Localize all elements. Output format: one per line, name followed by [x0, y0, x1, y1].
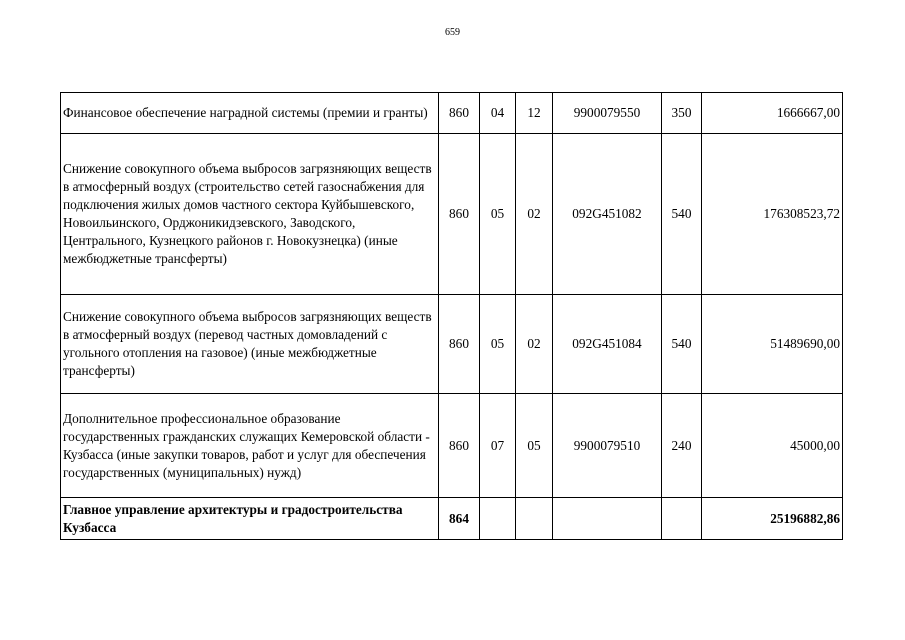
table-row — [61, 295, 843, 394]
amount: 45000,00 — [702, 394, 843, 498]
expense-type-code: 540 — [662, 134, 702, 295]
amount: 176308523,72 — [702, 134, 843, 295]
target-code: 9900079510 — [553, 394, 662, 498]
budget-table — [60, 92, 843, 540]
ministry-code: 860 — [439, 134, 480, 295]
ministry-code: 860 — [439, 295, 480, 394]
ministry-code: 864 — [439, 498, 480, 540]
subsection-code: 02 — [516, 134, 553, 295]
amount: 25196882,86 — [702, 498, 843, 540]
ministry-code: 860 — [439, 93, 480, 134]
table-row — [61, 394, 843, 498]
expense-type-code: 350 — [662, 93, 702, 134]
subsection-code: 05 — [516, 394, 553, 498]
target-code: 092G451084 — [553, 295, 662, 394]
section-code: 05 — [480, 295, 516, 394]
row-name: Дополнительное профессиональное образование государственных гражданских служащих Кемеровской области - Кузбасса (иные закупки товаров, работ и услуг для обеспечения государственных (муниципальных) нужд) — [61, 394, 439, 498]
table-row — [61, 498, 843, 540]
table-row — [61, 134, 843, 295]
subsection-code: 02 — [516, 295, 553, 394]
section-code: 07 — [480, 394, 516, 498]
expense-type-code — [662, 498, 702, 540]
section-code — [480, 498, 516, 540]
ministry-code: 860 — [439, 394, 480, 498]
row-name: Снижение совокупного объема выбросов загрязняющих веществ в атмосферный воздух (строительство сетей газоснабжения для подключения жилых домов частного сектора Куйбышевского, Новоильинского, Орджоникидзевского, Заводского, Центрального, Кузнецкого районов г. Новокузнецка) (иные межбюджетные трансферты) — [61, 134, 439, 295]
target-code — [553, 498, 662, 540]
page-number: 659 — [445, 27, 460, 38]
amount: 51489690,00 — [702, 295, 843, 394]
row-name: Финансовое обеспечение наградной системы (премии и гранты) — [61, 93, 439, 134]
expense-type-code: 540 — [662, 295, 702, 394]
subsection-code: 12 — [516, 93, 553, 134]
target-code: 092G451082 — [553, 134, 662, 295]
section-code: 05 — [480, 134, 516, 295]
row-name: Снижение совокупного объема выбросов загрязняющих веществ в атмосферный воздух (перевод частных домовладений с угольного отопления на газовое) (иные межбюджетные трансферты) — [61, 295, 439, 394]
subsection-code — [516, 498, 553, 540]
section-code: 04 — [480, 93, 516, 134]
row-name: Главное управление архитектуры и градостроительства Кузбасса — [61, 498, 439, 540]
amount: 1666667,00 — [702, 93, 843, 134]
expense-type-code: 240 — [662, 394, 702, 498]
target-code: 9900079550 — [553, 93, 662, 134]
table-row — [61, 93, 843, 134]
